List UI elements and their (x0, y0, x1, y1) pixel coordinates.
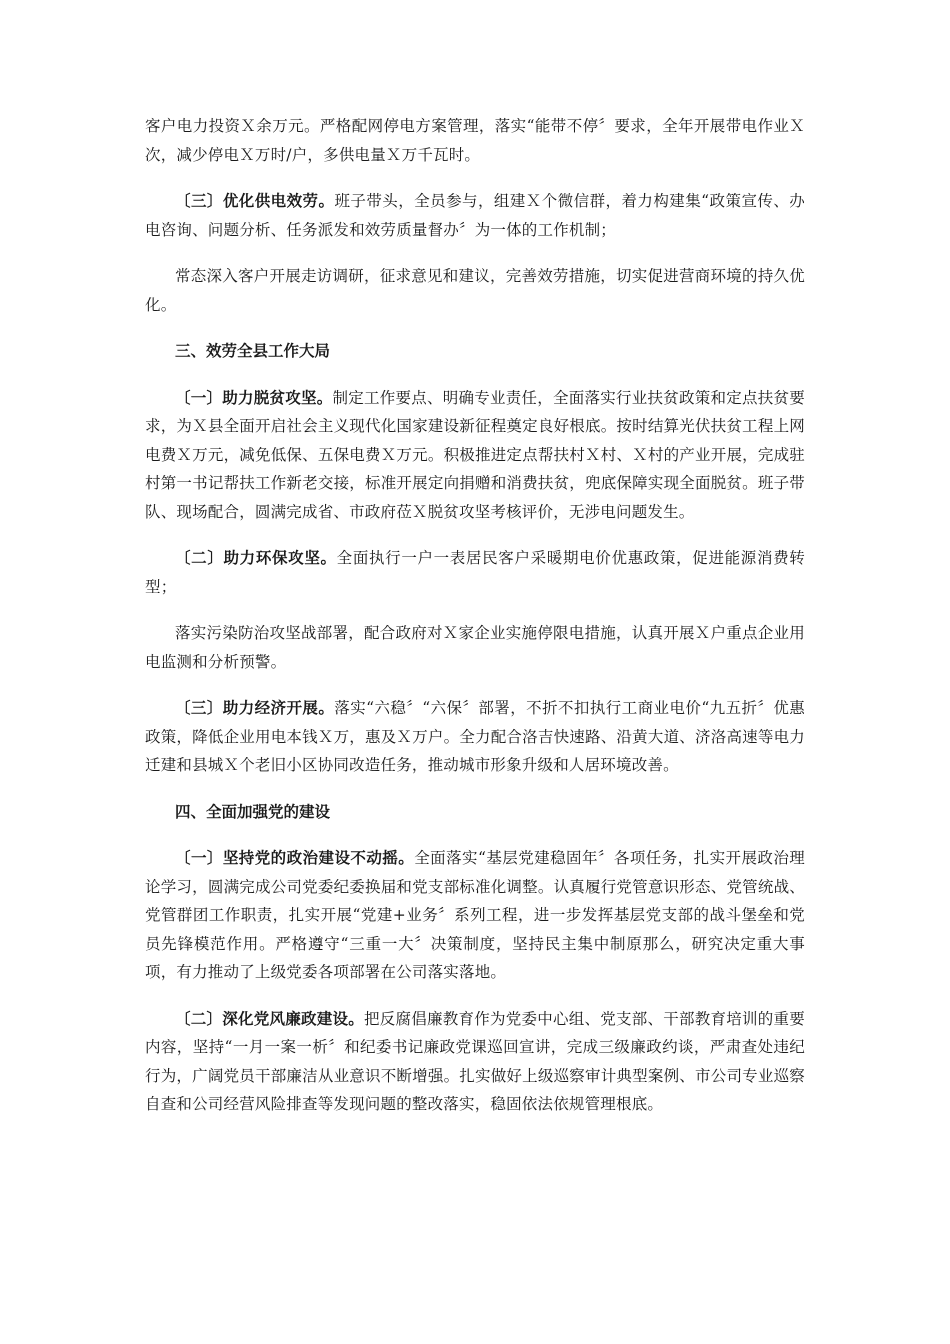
section-heading-text: 四、全面加强党的建设 (175, 802, 331, 821)
paragraph-lead: 〔一〕坚持党的政治建设不动摇。 (175, 849, 415, 867)
paragraph (145, 844, 805, 987)
paragraph-text: 客户电力投资Ｘ余万元。严格配网停电方案管理，落实“能带不停〞要求，全年开展带电作业Ｘ次，减少停电Ｘ万时/户，多供电量Ｘ万千瓦时。 (145, 117, 805, 164)
document-page (145, 112, 805, 1137)
paragraph-lead: 〔三〕助力经济开展。 (175, 699, 335, 717)
paragraph-text: 常态深入客户开展走访调研，征求意见和建议，完善效劳措施，切实促进营商环境的持久优化。 (145, 267, 805, 314)
paragraph-lead: 〔一〕助力脱贫攻坚。 (175, 388, 333, 407)
paragraph-text: 班子带头，全员参与，组建Ｘ个微信群，着力构建集“政策宣传、办电咨询、问题分析、任务派发和效劳质量督办〞为一体的工作机制； (145, 192, 805, 239)
paragraph-text: 全面执行一户一表居民客户采暖期电价优惠政策，促进能源消费转型； (145, 549, 805, 596)
paragraph-lead: 〔二〕助力环保攻坚。 (175, 549, 337, 567)
section-heading-text: 三、效劳全县工作大局 (175, 342, 331, 360)
paragraph-text: 制定工作要点、明确专业责任，全面落实行业扶贫政策和定点扶贫要求，为Ｘ县全面开启社会主义现代化国家建设新征程奠定良好根底。按时结算光伏扶贫工程上网电费Ｘ万元，减免低保、五保电费Ｘ万元。积极推进定点帮扶村Ｘ村、Ｘ村的产业开展，完成驻村第一书记帮扶工作新老交接，标准开展定向捐赠和消费扶贫，兜底保障实现全面脱贫。班子带队、现场配合，圆满完成省、市政府莅Ｘ脱贫攻坚考核评价，无涉电问题发生。 (145, 388, 805, 521)
paragraph-text: 全面落实“基层党建稳固年〞各项任务，扎实开展政治理论学习，圆满完成公司党委纪委换届和党支部标准化调整。认真履行党管意识形态、党管统战、党管群团工作职责，扎实开展“党建+业务〞系列工程，进一步发挥基层党支部的战斗堡垒和党员先锋模范作用。严格遵守“三重一大〞决策制度，坚持民主集中制原那么，研究决定重大事项，有力推动了上级党委各项部署在公司落实落地。 (145, 849, 805, 981)
paragraph (145, 112, 805, 169)
paragraph (145, 544, 805, 601)
paragraph (145, 619, 805, 676)
paragraph-lead: 〔三〕优化供电效劳。 (175, 192, 335, 210)
paragraph-lead: 〔二〕深化党风廉政建设。 (175, 1009, 365, 1028)
paragraph (145, 694, 805, 780)
paragraph-text: 落实“六稳〞“六保〞部署，不折不扣执行工商业电价“九五折〞优惠政策，降低企业用电本钱Ｘ万，惠及Ｘ万户。全力配合洛吉快速路、沿黄大道、济洛高速等电力迁建和县城Ｘ个老旧小区协同改造任务，推动城市形象升级和人居环境改善。 (145, 699, 805, 774)
paragraph (145, 187, 805, 244)
paragraph (145, 1005, 805, 1119)
paragraph (145, 384, 805, 527)
paragraph-text: 落实污染防治攻坚战部署，配合政府对Ｘ家企业实施停限电措施，认真开展Ｘ户重点企业用电监测和分析预警。 (145, 624, 805, 671)
section-heading (145, 798, 805, 827)
paragraph (145, 262, 805, 319)
paragraph-text: 把反腐倡廉教育作为党委中心组、党支部、干部教育培训的重要内容，坚持“一月一案一析〞和纪委书记廉政党课巡回宣讲，完成三级廉政约谈，严肃查处违纪行为，广阔党员干部廉洁从业意识不断增强。扎实做好上级巡察审计典型案例、市公司专业巡察自查和公司经营风险排查等发现问题的整改落实，稳固依法依规管理根底。 (145, 1009, 805, 1113)
section-heading (145, 337, 805, 366)
